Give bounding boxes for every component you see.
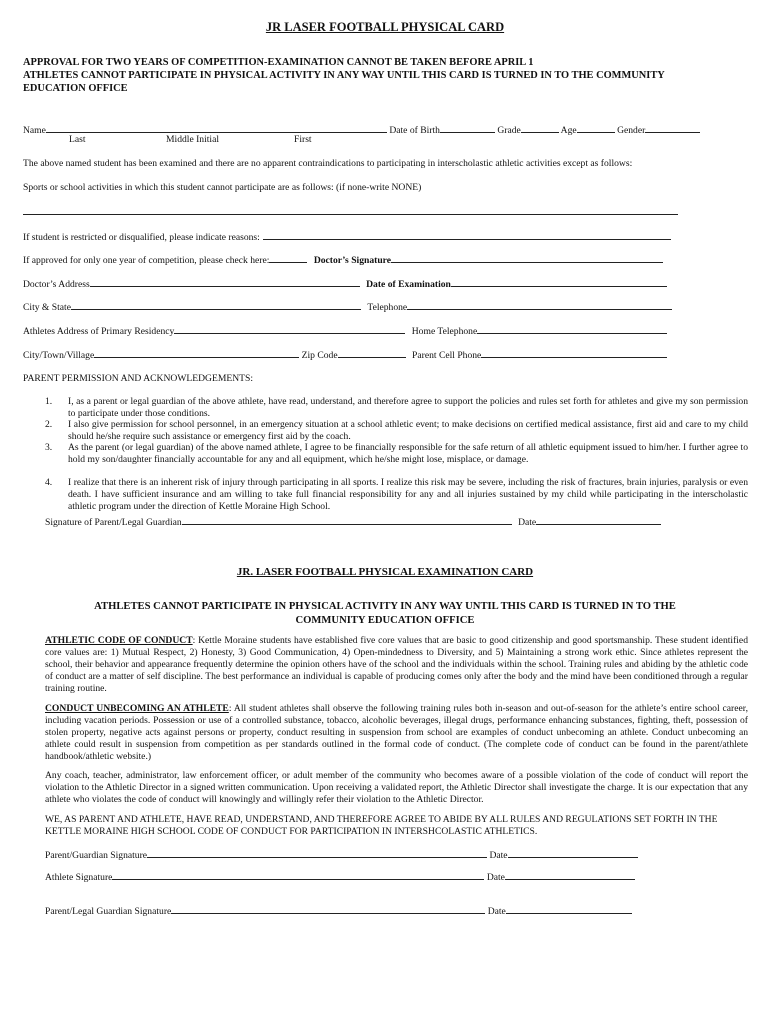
- dob-label: Date of Birth: [389, 125, 440, 136]
- name-field[interactable]: [46, 123, 387, 133]
- zip-label: Zip Code: [301, 350, 338, 361]
- age-field[interactable]: [577, 123, 615, 133]
- first-label: First: [294, 134, 312, 145]
- agree-line-1: WE, AS PARENT AND ATHLETE, HAVE READ, UNDERSTAND, AND THEREFORE AGREE TO ABIDE BY ALL RULES AND REGULATIONS SET FORTH IN THE: [45, 814, 718, 825]
- age-label: Age: [560, 125, 577, 136]
- athlete-address-label: Athletes Address of Primary Residency: [23, 326, 175, 337]
- one-year-check[interactable]: [269, 253, 307, 263]
- notice-line-3: EDUCATION OFFICE: [23, 83, 128, 94]
- gender-field[interactable]: [645, 123, 700, 133]
- date-field[interactable]: [536, 515, 661, 525]
- doctor-address-row: [23, 277, 667, 291]
- parent-cell-label: Parent Cell Phone: [412, 350, 482, 361]
- page-title: JR LASER FOOTBALL PHYSICAL CARD: [265, 20, 505, 34]
- date-exam-field[interactable]: [451, 277, 667, 287]
- name-row: [23, 123, 700, 137]
- unbecoming-heading: CONDUCT UNBECOMING AN ATHLETE: [45, 703, 229, 714]
- dob-field[interactable]: [440, 123, 495, 133]
- telephone-field[interactable]: [407, 300, 672, 310]
- middle-label: Middle Initial: [166, 134, 220, 145]
- athlete-address-field[interactable]: [174, 324, 405, 334]
- parent-legal-signature-label: Parent/Legal Guardian Signature: [45, 906, 172, 917]
- city-state-label: City & State: [23, 302, 71, 313]
- parent-signature-field[interactable]: [182, 515, 512, 525]
- exam-card-title: JR. LASER FOOTBALL PHYSICAL EXAMINATION CARD: [236, 566, 534, 578]
- unbecoming-text: : All student athletes shall observe the following training rules both in-season and out-of-season for the athlete’s entire school career, including vacation periods. Possession or use of a controlled substance, tobacco, alcoholic beverages, illegal drugs, performance enhancing substances, fighting, theft, possession of stolen property, negative acts against persons or property, conduct resulting in suspension from school are examples of conduct unbecoming an athlete. Conduct unbecoming an athlete could result in suspension from competition as per standards outlined in the formal code of conduct. (The complete code of conduct can be found in the parent/athlete handbook/athletic website.): [45, 703, 748, 762]
- parent-signature-row: [45, 515, 661, 529]
- date-label: Date: [487, 906, 506, 917]
- exam-statement: The above named student has been examined and there are no apparent contraindications to participating in interscholastic athletic activities except as follows:: [23, 158, 633, 169]
- parent-guardian-signature-label: Parent/Guardian Signature: [45, 850, 148, 861]
- date-field[interactable]: [505, 870, 635, 880]
- sports-field[interactable]: [23, 214, 678, 215]
- grade-label: Grade: [497, 125, 521, 136]
- athlete-signature-label: Athlete Signature: [45, 872, 113, 883]
- date-field[interactable]: [506, 904, 632, 914]
- parent-signature-label: Signature of Parent/Legal Guardian: [45, 517, 182, 528]
- date-label: Date: [489, 850, 508, 861]
- parent-legal-signature-field[interactable]: [171, 904, 485, 914]
- notice2-line-2: COMMUNITY EDUCATION OFFICE: [295, 615, 475, 626]
- city-town-label: City/Town/Village: [23, 350, 95, 361]
- agree-line-2: KETTLE MORAINE HIGH SCHOOL CODE OF CONDUCT FOR PARTICIPATION IN INTERSHCOLASTIC ATHLETICS.: [45, 826, 538, 837]
- conduct-unbecoming: [45, 703, 748, 763]
- permission-num: 1.: [45, 396, 53, 407]
- notice-line-1: APPROVAL FOR TWO YEARS OF COMPETITION-EXAMINATION CANNOT BE TAKEN BEFORE APRIL 1: [23, 57, 534, 68]
- city-town-field[interactable]: [94, 348, 299, 358]
- one-year-row: [23, 253, 663, 267]
- zip-field[interactable]: [338, 348, 406, 358]
- code-of-conduct: [45, 635, 748, 695]
- parent-guardian-signature-field[interactable]: [147, 848, 487, 858]
- code-heading: ATHLETIC CODE OF CONDUCT: [45, 635, 193, 646]
- permission-text: As the parent (or legal guardian) of the above named athlete, I agree to be financially responsible for the safe return of all athletic equipment issued to him/her. I further agree to hold my son/daughter financially accountable for any and all equipment, which he/she might lose, misplace, or damage.: [68, 442, 748, 465]
- permission-num: 3.: [45, 442, 53, 453]
- telephone-label: Telephone: [367, 302, 408, 313]
- last-label: Last: [69, 134, 86, 145]
- parent-legal-signature-row: [45, 904, 632, 918]
- notice2-line-1: ATHLETES CANNOT PARTICIPATE IN PHYSICAL ACTIVITY IN ANY WAY UNTIL THIS CARD IS TURNED IN TO THE: [94, 601, 676, 612]
- restricted-label: If student is restricted or disqualified, please indicate reasons:: [23, 232, 260, 243]
- city-state-row: [23, 300, 672, 314]
- home-phone-field[interactable]: [477, 324, 667, 334]
- parent-cell-field[interactable]: [481, 348, 667, 358]
- permission-num: 4.: [45, 477, 53, 488]
- report-text: Any coach, teacher, administrator, law enforcement officer, or adult member of the community who becomes aware of a possible violation of the code of conduct will report the violation to the Athletic Director in a signed written communication. Upon receiving a validated report, the Athletic Director shall investigate the charge. It is our expectation that any athlete who violates the code of conduct will knowingly and willingly refer their violation to the Athletic Director.: [45, 770, 748, 805]
- one-year-label: If approved for only one year of competition, please check here:: [23, 255, 270, 266]
- athlete-address-row: [23, 324, 667, 338]
- notice-line-2: ATHLETES CANNOT PARTICIPATE IN PHYSICAL ACTIVITY IN ANY WAY UNTIL THIS CARD IS TURNED IN TO THE COMMUNITY: [23, 70, 665, 81]
- city-state-field[interactable]: [71, 300, 361, 310]
- restricted-field[interactable]: [263, 230, 671, 240]
- permission-num: 2.: [45, 419, 53, 430]
- permission-text: I, as a parent or legal guardian of the above athlete, have read, understand, and therefore agree to support the policies and rules set forth for athletes and give my son permission to participate under those conditions.: [68, 396, 748, 419]
- doctor-address-label: Doctor’s Address: [23, 279, 90, 290]
- permission-text: I realize that there is an inherent risk of injury through participating in all sports. I realize this risk may be severe, including the risk of fractures, brain injuries, paralysis or even death. I have sufficient insurance and am willing to take full financial responsibility for any and all injuries sustained by my child while participating in the interscholastic athletic program under the direction of Kettle Moraine High School.: [68, 477, 748, 512]
- sports-statement: Sports or school activities in which this student cannot participate are as follows: (if none-write NONE): [23, 182, 422, 193]
- date-label: Date: [518, 517, 537, 528]
- athlete-signature-row: [45, 870, 635, 884]
- doctor-signature-field[interactable]: [391, 253, 663, 263]
- athlete-signature-field[interactable]: [112, 870, 484, 880]
- gender-label: Gender: [617, 125, 646, 136]
- parent-guardian-signature-row: [45, 848, 638, 862]
- name-label: Name: [23, 125, 46, 136]
- doctor-signature-label: Doctor’s Signature: [313, 255, 391, 266]
- date-label: Date: [486, 872, 505, 883]
- city-town-row: [23, 348, 667, 362]
- date-field[interactable]: [508, 848, 638, 858]
- restricted-row: [23, 230, 671, 244]
- home-phone-label: Home Telephone: [411, 326, 478, 337]
- permission-heading: PARENT PERMISSION AND ACKNOWLEDGEMENTS:: [23, 373, 254, 384]
- code-text: : Kettle Moraine students have established five core values that are basic to good citizenship and good sportsmanship. These student identified core values are: 1) Mutual Respect, 2) Honesty, 3) Good Communication, 4) Open-mindedness to Diversity, and 5) Maintaining a strong work ethic. Since athletes represent the school, their behavior and appearance frequently determine the opinion others have of the school and the individuals within the school. Training rules and abiding by the athletic code of conduct are a matter of self discipline. The best performance an individual is capable of producing comes only after the body and the mind have been conditioned through a regular training routine.: [45, 635, 748, 694]
- grade-field[interactable]: [521, 123, 559, 133]
- permission-text: I also give permission for school personnel, in an emergency situation at a school athletic event; to make decisions on certified medical assistance, first aid and care to my child should he/she require such assistance or emergency first aid by the coach.: [68, 419, 748, 442]
- date-exam-label: Date of Examination: [366, 279, 451, 290]
- doctor-address-field[interactable]: [90, 277, 360, 287]
- permission-list: [0, 396, 770, 512]
